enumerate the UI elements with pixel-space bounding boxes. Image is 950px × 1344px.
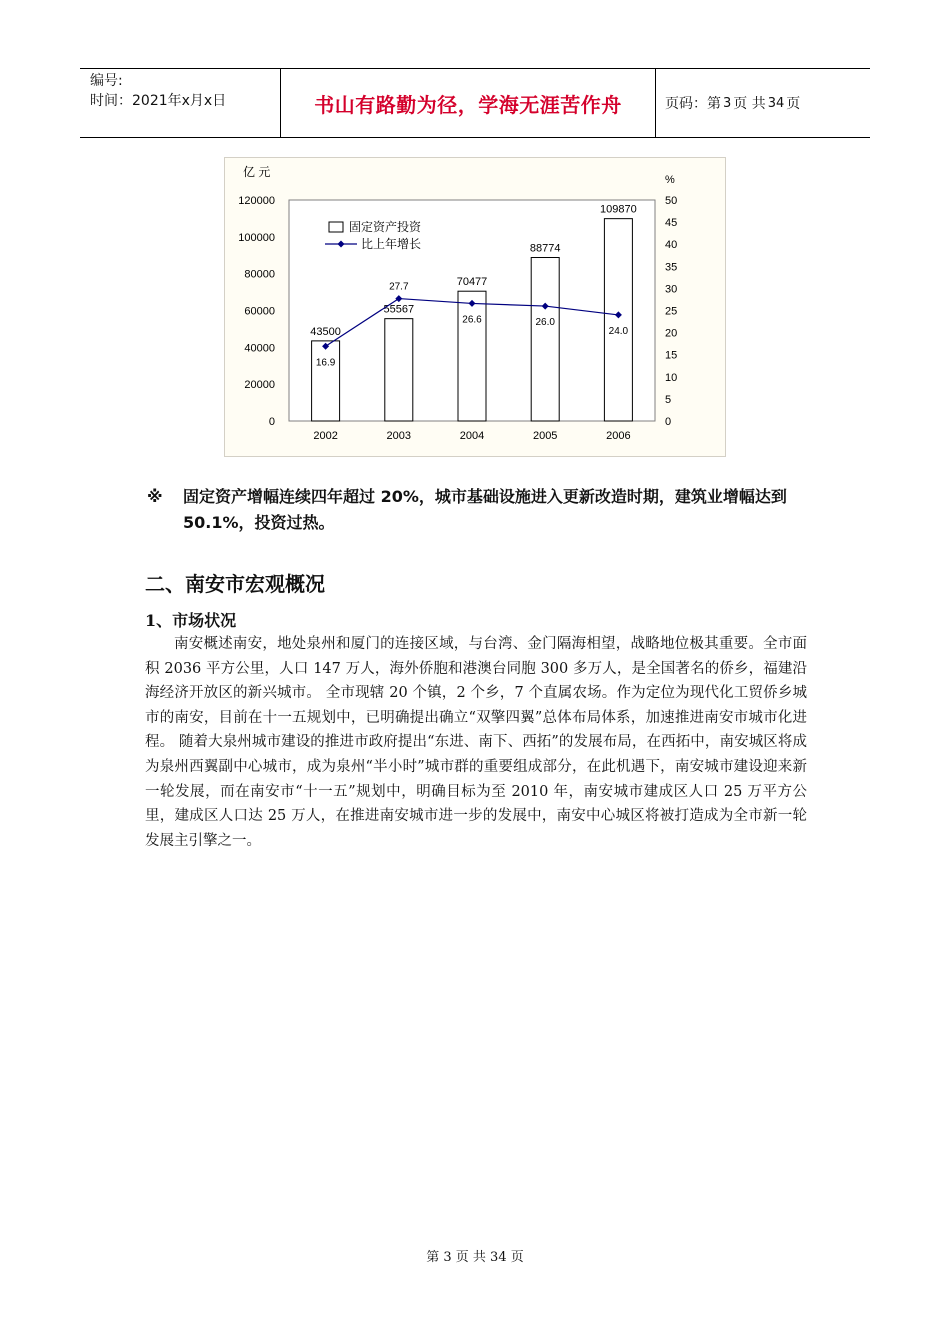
page-prefix: 页码：第 xyxy=(665,96,721,112)
page-mid: 页 共 xyxy=(733,96,766,112)
legend-bar-swatch xyxy=(329,222,343,232)
right-tick-label: 25 xyxy=(665,305,678,318)
right-axis-unit: % xyxy=(665,174,675,186)
body-paragraph: 南安概述南安，地处泉州和厦门的连接区域，与台湾、金门隔海相望，战略地位极其重要。全市面积 2036 平方公里，人口 147 万人，海外侨胞和港澳台同胞 300 多万人，是全国著名的侨乡，福建沿海经济开放区的新兴城市。 全市现辖 20 个镇，2 个乡，7 个直属农场。作为定位为现代化工贸侨乡城市的南安，目前在十一五规划中，已明确提出确立“双擎四翼”总体布局体系，加速推进南安市城市化进程。 随着大泉州城市建设的推进市政府提出“东进、南下、西拓”的发展布局，在西拓中，南安城区将成为泉州西翼副中心城市，成为泉州“半小时”城市群的重要组成部分，在此机遇下，南安城市建设迎来新一轮发展，而在南安市“十一五”规划中，明确目标为至 2010 年，南安城市建成区人口 25 万平方公里，建成区人口达 25 万人，在推进南安城市进一步的发展中，南安中心城区将被打造成为全市新一轮发展主引擎之一。 xyxy=(145,636,807,849)
growth-label-2004: 26.6 xyxy=(462,314,482,326)
legend-line-label: 比上年增长 xyxy=(361,237,422,251)
legend-bar-label: 固定资产投资 xyxy=(349,220,422,234)
x-tick-2003: 2003 xyxy=(386,430,412,442)
bar-2002 xyxy=(312,341,340,421)
investment-chart xyxy=(224,157,726,457)
bar-label-2005: 88774 xyxy=(529,242,561,255)
page-footer: 第 3 页 共 34 页 xyxy=(426,1250,524,1265)
code-label: 编号: xyxy=(90,73,123,89)
left-tick-label: 80000 xyxy=(244,268,275,281)
page-suffix: 页 xyxy=(786,96,801,112)
page-number: 3 xyxy=(723,95,732,111)
left-tick-label: 100000 xyxy=(238,231,275,244)
growth-label-2006: 24.0 xyxy=(608,325,629,337)
x-tick-2006: 2006 xyxy=(606,430,631,442)
note-mark: ※ xyxy=(147,487,163,506)
left-tick-label: 60000 xyxy=(244,305,275,318)
left-tick-label: 0 xyxy=(268,416,275,428)
header-divider xyxy=(655,69,656,137)
left-tick-label: 20000 xyxy=(244,379,275,392)
bar-2006 xyxy=(604,219,632,421)
right-tick-label: 10 xyxy=(665,371,678,384)
subsection-title: 1、市场状况 xyxy=(145,611,237,630)
page-total: 34 xyxy=(767,95,785,111)
right-tick-label: 0 xyxy=(665,416,672,428)
right-tick-label: 35 xyxy=(665,261,678,274)
x-tick-2005: 2005 xyxy=(532,430,558,442)
growth-label-2003: 27.7 xyxy=(389,281,409,293)
chart-svg xyxy=(225,158,725,456)
left-tick-label: 40000 xyxy=(244,342,275,355)
note-paragraph xyxy=(147,484,817,536)
right-tick-label: 20 xyxy=(665,327,678,340)
bar-2005 xyxy=(531,258,559,421)
page-header xyxy=(80,68,870,138)
time-label: 时间：2021年x月x日 xyxy=(90,93,227,109)
right-tick-label: 15 xyxy=(665,349,678,362)
header-motto: 书山有路勤为径，学海无涯苦作舟 xyxy=(314,92,622,117)
right-tick-label: 40 xyxy=(665,239,678,252)
growth-label-2005: 26.0 xyxy=(535,317,555,329)
right-tick-label: 30 xyxy=(665,283,678,296)
bar-2004 xyxy=(458,291,486,421)
left-axis-unit: 亿 元 xyxy=(243,165,271,179)
x-tick-2002: 2002 xyxy=(313,430,338,442)
x-tick-2004: 2004 xyxy=(459,430,485,442)
section-title: 二、南安市宏观概况 xyxy=(145,572,325,596)
right-tick-label: 5 xyxy=(665,393,672,406)
right-tick-label: 45 xyxy=(665,217,678,230)
bar-label-2006: 109870 xyxy=(600,203,637,216)
bar-2003 xyxy=(385,319,413,421)
right-tick-label: 50 xyxy=(665,195,678,207)
bar-label-2003: 55567 xyxy=(383,303,415,316)
note-text: 固定资产增幅连续四年超过 20%，城市基础设施进入更新改造时期，建筑业增幅达到 50.1%，投资过热。 xyxy=(183,487,787,532)
bar-label-2004: 70477 xyxy=(456,276,488,289)
bar-label-2002: 43500 xyxy=(310,325,341,338)
left-tick-label: 120000 xyxy=(238,195,275,207)
header-page-info xyxy=(665,69,800,137)
growth-label-2002: 16.9 xyxy=(315,357,336,369)
header-left xyxy=(90,71,280,111)
